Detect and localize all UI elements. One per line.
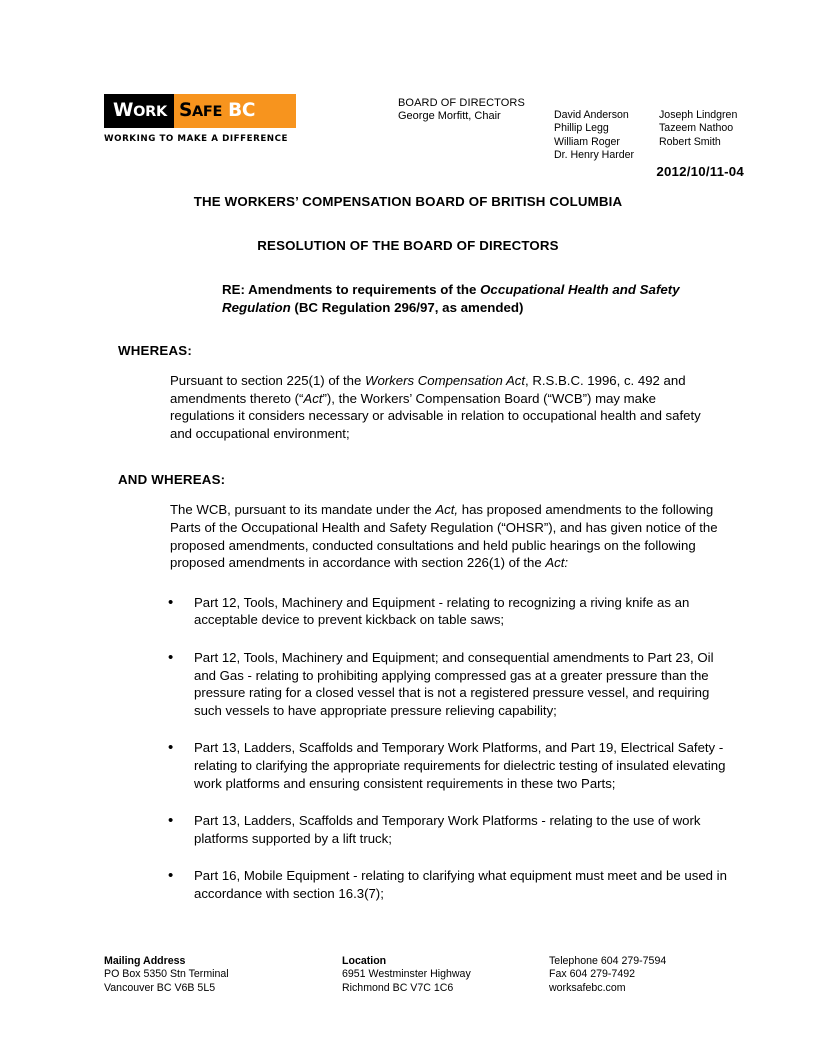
bullet-icon: •: [168, 867, 174, 885]
footer-mailing-line-2: Vancouver BC V6B 5L5: [104, 981, 216, 994]
document-number: 2012/10/11-04: [656, 164, 744, 179]
whereas-italic-act-short: Act: [303, 390, 323, 406]
list-item: [0, 649, 816, 719]
logo-left-black-block: [104, 94, 174, 128]
director-name: Joseph Lindgren: [659, 109, 738, 121]
directors-list: [554, 109, 764, 162]
whereas-text-1: Pursuant to section 225(1) of the: [170, 373, 365, 388]
document-footer: [104, 955, 724, 995]
re-suffix: (BC Regulation 296/97, as amended): [290, 299, 524, 315]
director-name: William Roger: [554, 135, 620, 148]
page-subtitle: RESOLUTION OF THE BOARD OF DIRECTORS: [257, 238, 559, 253]
list-item-text: Part 12, Tools, Machinery and Equipment - relating to recognizing a riving knife as an acceptable device to prevent kickback on table saws;: [194, 594, 690, 628]
logo-right-orange-block: [174, 94, 296, 128]
logo-bar: [104, 94, 296, 128]
list-item-text: Part 16, Mobile Equipment - relating to clarifying what equipment must meet and be used in accordance with section 16.3(7);: [194, 868, 727, 901]
footer-mailing-line-1: PO Box 5350 Stn Terminal: [104, 968, 229, 981]
list-item-text: Part 13, Ladders, Scaffolds and Temporary Work Platforms, and Part 19, Electrical Safety - relating to clarifying the appropriate requirements for dielectric testing of insulated elevating work platforms and ensuring consistent requirements in these two Parts;: [194, 740, 726, 791]
director-name: Dr. Henry Harder: [554, 148, 635, 161]
footer-mailing-heading: Mailing Address: [104, 955, 186, 967]
amendments-list: [0, 594, 816, 903]
whereas-italic-act-full: Workers Compensation Act: [365, 373, 526, 388]
worksafebc-logo: [104, 94, 296, 144]
and-whereas-italic-act-colon: Act:: [545, 555, 569, 571]
whereas-text-3: ”), the Workers’ Compensation Board (“WCB”) may make regulations it considers necessary or advisable in relation to occupational health and safety and occupational environment;: [170, 390, 701, 441]
footer-mailing-address: [104, 955, 342, 995]
bullet-icon: •: [168, 812, 174, 830]
and-whereas-text-2: has proposed amendments to the following Parts of the Occupational Health and Safety Regulation (“OHSR”), and has given notice of the proposed amendments, conducted consultations and held public hearings on the following proposed amendments in accordance with section 226(1) of the: [170, 502, 718, 571]
and-whereas-text-1: The WCB, pursuant to its mandate under the: [170, 502, 436, 518]
footer-website: worksafebc.com: [549, 981, 626, 994]
whereas-paragraph: [0, 372, 816, 442]
list-item-text: Part 12, Tools, Machinery and Equipment; and consequential amendments to Part 23, Oil and Gas - relating to prohibiting applying compressed gas at a greater pressure than the pressure rating for a closed vessel that is not a registered pressure vessel, and requiring such vessels to have appropriate pressure relieving capability;: [194, 649, 714, 718]
and-whereas-paragraph: [0, 501, 816, 571]
logo-word-work: WORK: [113, 99, 167, 121]
re-subject-line: [0, 281, 816, 316]
director-name: David Anderson: [554, 109, 629, 121]
logo-tagline: WORKING TO MAKE A DIFFERENCE: [104, 134, 289, 144]
and-whereas-heading: AND WHEREAS:: [118, 472, 226, 488]
bullet-icon: •: [168, 648, 174, 666]
logo-word-safe: SAFE: [178, 99, 223, 121]
bullet-icon: •: [168, 739, 174, 757]
directors-column-2: [659, 109, 764, 162]
director-name: Phillip Legg: [554, 122, 609, 135]
footer-contact: [549, 955, 724, 995]
list-item-text: Part 13, Ladders, Scaffolds and Temporary Work Platforms - relating to the use of work platforms supported by a lift truck;: [194, 813, 701, 846]
list-item: [0, 812, 816, 847]
director-name: Robert Smith: [659, 135, 721, 148]
footer-telephone: Telephone 604 279-7594: [549, 955, 667, 967]
page-title: THE WORKERS’ COMPENSATION BOARD OF BRITISH COLUMBIA: [193, 194, 623, 209]
logo-word-bc: BC: [228, 99, 256, 121]
footer-location-line-1: 6951 Westminster Highway: [342, 968, 471, 981]
document-body: [0, 190, 816, 922]
board-chair-name: George Morfitt, Chair: [398, 110, 501, 123]
document-header: [104, 94, 744, 194]
footer-location-line-2: Richmond BC V7C 1C6: [342, 981, 454, 994]
list-item: [0, 867, 816, 902]
re-italic-regulation: Occupational Health and Safety Regulation: [222, 282, 680, 315]
footer-fax: Fax 604 279-7492: [549, 968, 635, 981]
directors-column-1: [554, 109, 659, 162]
list-item: [0, 739, 816, 792]
footer-location: [342, 955, 549, 995]
board-of-directors-label: BOARD OF DIRECTORS: [398, 97, 525, 109]
re-prefix: RE: Amendments to requirements of the: [222, 282, 481, 297]
list-item: [0, 594, 816, 629]
board-of-directors-block: [398, 97, 525, 123]
bullet-icon: •: [168, 593, 174, 611]
director-name: Tazeem Nathoo: [659, 122, 734, 135]
and-whereas-italic-act: Act,: [435, 502, 459, 518]
footer-location-heading: Location: [342, 955, 387, 967]
whereas-heading: WHEREAS:: [118, 343, 192, 358]
whereas-text-2: , R.S.B.C. 1996, c. 492 and amendments thereto (“: [170, 373, 686, 406]
